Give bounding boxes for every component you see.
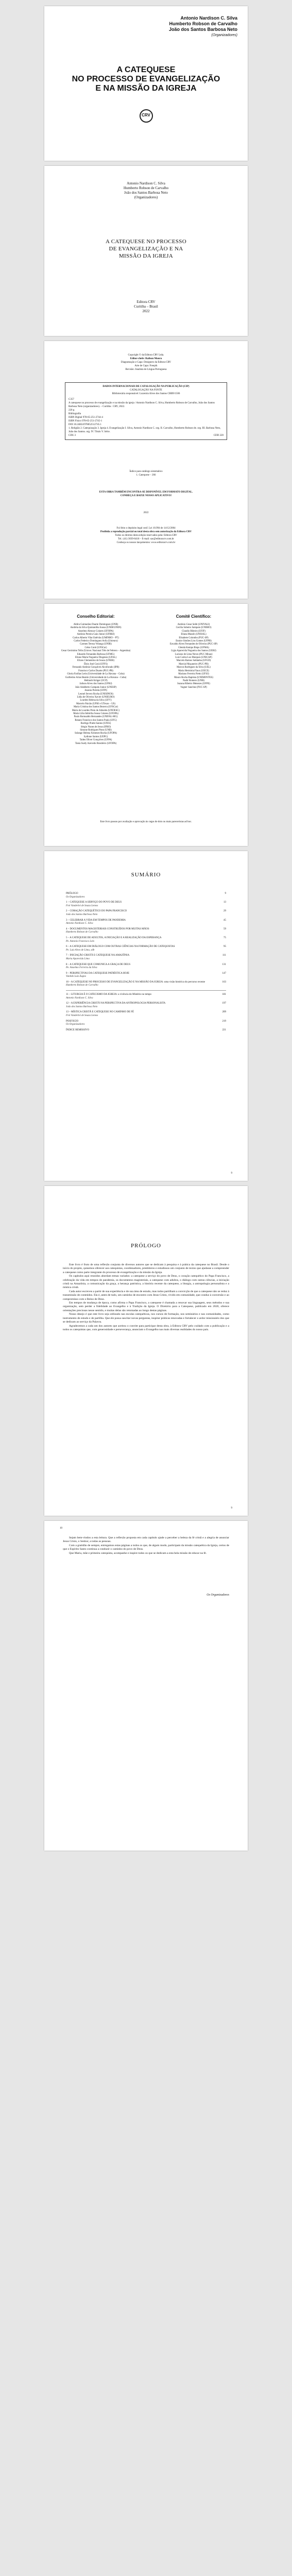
- toc-entry[interactable]: [66, 1020, 226, 1027]
- prologue-paragraph: Cada autor escreveu a partir de sua experiência e de sua área de estudo, mas todos partilham a convicção de que a catequese não se reduz à transmissão de conteúdos. Ela é, antes de tudo, um caminho de encontro com Jesus Cristo, vivido em comunidade, que conduz à conversão e ao compromisso com o Reino de Deus.: [63, 1290, 229, 1301]
- toc-entry[interactable]: [66, 963, 226, 970]
- board-member: Helmuth Krüger (UCP): [84, 679, 108, 682]
- cip-line: A catequese no processo de evangelização e na missão da igreja / Antonio Nardison C. Silva, Humberto Robson de Carvalho, João dos Santos Barbosa Neto (organizadores). – Curitiba : CRV, 2022.: [68, 402, 215, 408]
- toc-page-number: 13: [224, 901, 226, 904]
- toc-chapter-author: Antonio Nardison C. Silva: [66, 996, 93, 999]
- board-member: Carmen Tereza Velanga (UNIR): [80, 643, 112, 646]
- committee-member: Eunice Simões Lins Gomes (UFPB): [176, 640, 212, 643]
- prologue-paragraph: Os capítulos aqui reunidos abordam temas variados: a catequese a serviço do povo de Deus, o coração catequético do Papa Francisco, a celebração da vida em tempos de pandemia, os documentos magisteriais, a catequese com adultos, o diálogo com outras ciências, a iniciação cristã na Amazônia, a comunicação da graça, a herança patrística, a história recente da catequese, a liturgia, a antropologia personalista e a mística cristã.: [63, 1275, 229, 1290]
- board-member: Gloria Fariñas León (Universidade de La Havana – Cuba): [67, 673, 125, 676]
- cip-line: ISBN Digital 978-65-251-2744-4: [68, 416, 103, 419]
- committee-member: Luiz Carlos Luz Marques (UNICAP): [175, 656, 212, 659]
- cover-title-line: E NA MISSÃO DA IGREJA: [95, 84, 197, 93]
- toc-chapter-title: 7 – INICIAÇÃO CRISTÃ E CATEQUESE NA AMAZÔNIA: [66, 954, 130, 957]
- toc-page-number: 221: [222, 1028, 226, 1031]
- toc-chapter-title: PRÓLOGO: [66, 892, 78, 895]
- toc-chapter-title: 11 – LITURGIA É O CATECISMO DA IGREJA: a vivência do Mistério no tempo: [66, 993, 152, 996]
- cip-line: Bibliografia: [68, 413, 81, 415]
- toc-chapter-title: 3 – CELEBRAR A VIDA EM TEMPOS DE PANDEMIA: [66, 919, 126, 922]
- board-member: Guillermo Arias Beatón (Universidade de La Havana – Cuba): [65, 676, 127, 679]
- publisher-year: 2022: [142, 309, 150, 313]
- prologue-text: [63, 1263, 229, 1332]
- committee-member: Elisabete Colombo (PUC-SP): [179, 636, 209, 639]
- legal-line: Foi feito o depósito legal conf. Lei 10.994 de 14/12/2004: [116, 527, 176, 530]
- toc-chapter-title: 6 – A CATEQUESE EM DIÁLOGO COM OUTRAS CIÊNCIAS NA FORMAÇÃO DE CATEQUISTAS: [66, 945, 175, 948]
- scientific-committee-title: Comitê Científico:: [176, 614, 212, 619]
- toc-chapter-title: 1 – CATEQUESE A SERVIÇO DO POVO DE DEUS: [66, 901, 122, 904]
- board-member: Tania Suely Azevedo Brasileiro (UFOPA): [75, 742, 117, 745]
- toc-entry[interactable]: [66, 901, 226, 908]
- cover-page: [44, 6, 248, 161]
- continuation-paragraph: Com a gratidão de sempre, entregamos estas páginas a todos os que, de algum modo, participam da missão catequética da Igreja, certos de que o Espírito Santo continua a conduzir o caminho do povo de Deus.: [63, 1544, 229, 1551]
- cover-title-line: A CATEQUESE: [116, 65, 176, 74]
- committee-member: Glenda Kempa Bispo (UFMA): [178, 646, 209, 649]
- title-page: [44, 166, 248, 336]
- board-member: Renato Francisco dos Santos Paula (UFG): [75, 719, 117, 722]
- board-member: Maria Lília Imbiriba Sousa Colares (UFOPA): [73, 712, 118, 715]
- cover-organizers: (Organizadores): [211, 33, 237, 37]
- index-title: Índice para catálogo sistemático: [129, 470, 163, 473]
- toc-entry[interactable]: [66, 1029, 226, 1032]
- toc-chapter-author: Pe. Antonio Francisco Lelo: [66, 940, 95, 943]
- prologue-signature: Os Organizadores: [207, 1594, 229, 1597]
- board-member: Carlos Alberto Vilar Estêvão (UMINHO – PT): [73, 636, 119, 639]
- toc-chapter-title: 4 – DOCUMENTOS MAGISTERIAIS CONSTRUÍDOS POR MUITAS MÃOS: [66, 927, 149, 930]
- toc-page-number: 197: [222, 1002, 226, 1005]
- toc-page-number: 29: [224, 910, 226, 913]
- title-line: MISSÃO DA IGREJA: [118, 253, 174, 259]
- cover-authors: [169, 15, 237, 38]
- prologue-heading: PRÓLOGO: [131, 1243, 161, 1249]
- toc-entry[interactable]: [66, 993, 226, 1000]
- committee-member: Maria Hermínia Fiaux (UECE): [178, 669, 209, 672]
- prologue-paragraph: Nosso desejo é que este livro seja utilizado nas escolas catequéticas, nos cursos de formação, nos seminários e nas comunidades, como instrumento de estudo e de partilha. Que ele possa suscitar novas perguntas, inspirar práticas renovadas e fortalecer o ardor missionário dos que se dedicam ao serviço da Palavra.: [63, 1313, 229, 1324]
- committee-member: Mariano Ferreira Netto (UFSJ): [178, 673, 209, 676]
- toc-entry[interactable]: [66, 945, 226, 952]
- toc-page-number: 9: [225, 892, 226, 895]
- board-member: Francisco Carlos Duarte (PUC-PR): [78, 669, 113, 672]
- board-member: Élsio José Corá (UFFS): [84, 663, 108, 666]
- toc-divider: [66, 990, 226, 991]
- toc-page-number: 163: [222, 980, 226, 984]
- board-member: Anselmo Alencar Colares (UFOPA): [78, 630, 114, 633]
- publisher-logo: [44, 109, 248, 123]
- legal-block: [44, 527, 248, 545]
- toc-page-number: 219: [222, 1020, 226, 1023]
- board-member: Carlos Federico Dominguez Avila (Unieuro): [74, 640, 118, 643]
- committee-member: Eliana Massih (UNISAL): [181, 633, 207, 636]
- notice-line: ESTA OBRA TAMBÉM ENCONTRA-SE DISPONÍVEL EM FORMATO DIGITAL.: [99, 491, 193, 494]
- toc-chapter-author: Antonio Nardison C. Silva: [66, 922, 93, 925]
- cover-author: Antonio Nardison C. Silva: [180, 15, 237, 21]
- board-member: Celso Conti (UFSCar): [84, 646, 107, 649]
- prologue-paragraph: Agradecemos a cada um dos autores que aceitou o convite para participar desta obra, à Editora CRV pelo cuidado com a publicação e a todos os catequistas que, com generosidade e perseverança, anunciam o Evangelho nas mais diversas realidades do nosso país.: [63, 1324, 229, 1331]
- toc-chapter-author: Os Organizadores: [66, 1023, 85, 1026]
- peer-review-note: Este livro passou por avaliação e aprovação às cegas de dois ou mais pareceristas ad hoc.: [100, 821, 192, 823]
- prologue-paragraph: Em tempos de mudança de época, como afirma o Papa Francisco, a catequese é chamada a renovar sua linguagem, seus métodos e sua organização, sem perder a fidelidade ao Evangelho e à Tradição da Igreja. O Diretório para a Catequese, publicado em 2020, oferece orientações preciosas nesse sentido, e muitas delas são retomadas ao longo destas páginas.: [63, 1301, 229, 1312]
- board-member: Maria Cristina dos Santos Bezerra (UFSCar): [74, 706, 118, 709]
- board-member: Elizeu Clementino de Souza (UNEB): [77, 659, 114, 663]
- board-member: Jailson Alves dos Santos (UFRJ): [79, 683, 112, 686]
- board-member: Maria de Lourdes Pinto de Almeida (UNOESC): [72, 709, 120, 712]
- toc-chapter-author: Vanildo Luiz Zugno: [66, 975, 87, 978]
- credit-line: Revisão: Analista de Língua Portuguesa: [125, 368, 167, 371]
- cip-title: DADOS INTERNACIONAIS DE CATALOGAÇÃO NA PUBLICAÇÃO (CIP): [102, 385, 190, 388]
- publisher-name: Editora CRV: [136, 300, 156, 304]
- notice-line: CONHEÇA E BAIXE NOSSO APLICATIVO!: [120, 495, 172, 497]
- toc-chapter-author: Maria Aparecida Lima: [66, 957, 90, 960]
- toc-heading: SUMÁRIO: [131, 872, 161, 878]
- toc-entry[interactable]: [66, 1011, 226, 1018]
- cip-cdu: CDU 2: [68, 434, 76, 437]
- digital-notice: [44, 490, 248, 498]
- board-member: Lourdes Helena da Silva (UFV): [80, 699, 112, 702]
- edition-year: 2022: [143, 512, 149, 514]
- board-member: Eduardo Fernandes Barbosa (UFMG): [77, 653, 115, 656]
- logo-text: CRV: [142, 113, 150, 117]
- board-member: Simone Rodrigues Pinto (UNB): [80, 729, 112, 732]
- credit-line: Editor-chefe: Railson Moura: [130, 358, 162, 360]
- page-number: 9: [231, 1507, 232, 1510]
- title-page-title: [44, 238, 248, 260]
- credits-top: [44, 353, 248, 371]
- cip-line: DOI 10.24824/978652512745.1: [68, 423, 102, 426]
- toc-chapter-author: João dos Santos Barbosa Neto: [66, 913, 98, 916]
- toc-chapter-author: Humberto Robson de Carvalho: [66, 931, 98, 934]
- toc-entry[interactable]: [66, 910, 226, 917]
- cover-title-line: NO PROCESSO DE EVANGELIZAÇÃO: [72, 75, 220, 83]
- cip-line: 1. Religião 2. Catequização 3. Igreja 4. Evangelização I. Silva, Antonio Nardison C. org. II. Carvalho, Humberto Robson de. org. III. Barbosa Neto, João dos Santos. org. IV. Título V. Série.: [68, 427, 221, 433]
- page-number: 10: [60, 1527, 62, 1530]
- toc-entry[interactable]: [66, 928, 226, 935]
- board-member: Elione Maria Nogueira Diogenes (UFAL): [75, 656, 117, 659]
- title-author: João dos Santos Barbosa Neto: [124, 191, 168, 195]
- board-member: João Adalberto Campato Junior (UNESP): [75, 686, 117, 689]
- toc-chapter-title: 5 – A CATEQUESE DE ADULTOS, A INICIAÇÃO E A REALIZAÇÃO DA ESPERANÇA: [66, 936, 162, 939]
- toc-page-number: 45: [224, 919, 226, 922]
- toc-entry[interactable]: [66, 972, 226, 979]
- editorial-board-list: [55, 623, 137, 745]
- committee-member: Nadir Romero (UNB): [182, 679, 205, 682]
- title-author: Antonio Nardison C. Silva: [127, 181, 165, 185]
- toc-page-number: 147: [222, 972, 226, 975]
- toc-entry[interactable]: [66, 892, 226, 899]
- legal-line: Conheça os nossos lançamentos: www.editoracrv.com.br: [116, 541, 176, 544]
- committee-member: Claudio Ribeiro (UFJF): [182, 630, 205, 633]
- toc-chapter-title: ÍNDICE REMISSIVO: [66, 1028, 90, 1031]
- toc-page-number: 111: [222, 954, 226, 957]
- committee-member: Euvaldo Alves Fernandes de Oliveira (PUC-SP): [169, 643, 218, 646]
- board-member: Josania Portela (UFPI): [84, 689, 107, 692]
- committee-member: Marcial Maçaneiro (PUC-PR): [179, 663, 209, 666]
- publisher-city: Curitiba – Brasil: [134, 304, 158, 309]
- committee-member: Cecília Sobeiro Sampaio (UNIRIO): [176, 626, 212, 630]
- toc-list: [66, 892, 226, 1034]
- board-member: Lídia de Oliveira Xavier (UNIEURO): [77, 696, 115, 699]
- page-number: 9: [231, 1172, 232, 1175]
- board-member: Sérgio Nunes de Jesus (IFRO): [80, 725, 111, 728]
- toc-chapter-title: 9 – PERSPECTIVAS DA CATEQUESE PATRÍSTICA HOJE: [66, 972, 130, 975]
- toc-chapter-title: 8 – A CATEQUESE QUE COMUNICA A GRAÇA DE DEUS: [66, 963, 131, 966]
- toc-chapter-author: Pe. Luiz Alves de Lima, sdb: [66, 948, 95, 952]
- toc-chapter-author: Pe. Anselmo Ferreira da Silva: [66, 967, 97, 970]
- editorial-board-title: Conselho Editorial:: [77, 614, 115, 619]
- cip-librarian: Bibliotecária responsável: Luzenira Alves dos Santos CRB9/1506: [112, 393, 180, 395]
- cip-line: ISBN Físico 978-65-251-2745-1: [68, 420, 102, 422]
- toc-chapter-author: Os Organizadores: [66, 895, 85, 899]
- committee-member: Lígia Aparecida Nogueira dos Santos (UERJ): [171, 650, 216, 653]
- index-item: 1. Catequese – 266: [136, 474, 156, 477]
- board-member: Marcelo Paixão (UFRJ e UTexas – US): [76, 702, 115, 705]
- prologue-continuation-page: [44, 1521, 248, 1851]
- title-line: A CATEQUESE NO PROCESSO: [106, 239, 186, 245]
- cover-author: Humberto Robson de Carvalho: [169, 21, 237, 26]
- committee-member: Marcos Rodrigues da Silva (UEL): [177, 666, 211, 669]
- legal-line: Todos os direitos desta edição reservados pela: Editora CRV: [115, 534, 177, 537]
- committee-member: Mauro Rocha Baptista (UNIMONTES): [174, 676, 213, 679]
- toc-entry[interactable]: [66, 981, 226, 988]
- toc-page-number: 59: [224, 927, 226, 930]
- cover-author: João dos Santos Barbosa Neto: [168, 27, 237, 32]
- toc-chapter-author: Humberto Robson de Carvalho: [66, 984, 98, 987]
- toc-page-number: 209: [222, 1011, 226, 1014]
- board-member: Antônio Pereira Gaio Júnior (UFRRJ): [77, 633, 115, 636]
- continuation-paragraph: Sejam bem-vindos a esta leitura. Que a reflexão proposta em cada capítulo ajude a perceber a beleza da fé cristã e a alegria de anunciar Jesus Cristo, o Senhor, a todas as pessoas.: [63, 1536, 229, 1544]
- committee-member: Suzana Ribeiro Menezes (UFPE): [177, 683, 210, 686]
- toc-page-number: 181: [222, 993, 226, 996]
- board-member: Leonel Severo Rocha (UNISINOS): [78, 692, 114, 696]
- toc-page-number: 75: [224, 936, 226, 939]
- toc-entry[interactable]: [66, 919, 226, 926]
- title-line: DE EVANGELIZAÇÃO E NA: [109, 246, 183, 252]
- board-member: Andréia da Silva Quintanilha Sousa (UNIR/UFRN): [70, 626, 122, 630]
- credit-line: Copyright © da Editora CRV Ltda.: [128, 354, 164, 357]
- board-member: Solange Helena Ximenes-Rocha (UFOPA): [74, 732, 117, 735]
- board-member: Cesar Gerónimo Tello (Univer. Nacional Três de Febrero – Argentina): [61, 650, 131, 653]
- editorial-board-page: [44, 604, 248, 846]
- legal-line: Proibida a reprodução parcial ou total desta obra sem autorização da Editora CRV: [100, 531, 192, 533]
- toc-chapter-title: 13 – MÍSTICA CRISTÃ E CATEQUESE NO CAMINHO DE FÉ: [66, 1011, 134, 1014]
- toc-chapter-author: João dos Santos Barbosa Neto: [66, 1005, 98, 1008]
- toc-entry[interactable]: [66, 954, 226, 961]
- toc-chapter-title: 10 – A CATEQUESE NO PROCESSO DE EVANGELIZAÇÃO E NA MISSÃO DA IGREJA: uma visão histórica do percurso recente: [66, 980, 205, 984]
- title-page-publisher: [44, 300, 248, 314]
- toc-chapter-author: Frei Vanderlei de Souza Lemos: [66, 1014, 98, 1018]
- toc-chapter-title: 12 – A EXPERIÊNCIA CRISTÃ NA PERSPECTIVA DA ANTROPOLOGIA PERSONALISTA: [66, 1002, 166, 1005]
- cip-line: 220 p.: [68, 409, 75, 412]
- toc-chapter-title: POSFÁCIO: [66, 1020, 79, 1023]
- prologue-paragraph: Este livro é fruto de uma reflexão conjunta de diversos autores que se dedicam à pesquisa e à prática da catequese no Brasil. Desde o início do projeto, quisemos oferecer aos catequistas, coordenadores, presbíteros e estudiosos um conjunto de textos que ajudasse a compreender a catequese como parte integrante do processo de evangelização e da missão da Igreja.: [63, 1263, 229, 1274]
- cip-box: [65, 382, 227, 440]
- credit-line: Arte de Capa: Freepik: [134, 365, 158, 367]
- title-author: Humberto Robson de Carvalho: [123, 186, 169, 190]
- committee-member: Luciano de Lima Neves (PUC Minas): [175, 653, 213, 656]
- prologue-continuation-text: [63, 1536, 229, 1555]
- credit-line: Diagramação e Capa: Designers da Editora CRV: [121, 361, 171, 364]
- toc-entry[interactable]: [66, 937, 226, 943]
- table-of-contents-page: [44, 851, 248, 1181]
- prologue-page: [44, 1186, 248, 1516]
- committee-member: Marcelo Ramos Saldanha (UFGD): [176, 659, 211, 663]
- toc-chapter-title: 2 – CORAÇÃO CATEQUÉTICO DO PAPA FRANCISCO: [66, 910, 127, 913]
- toc-page-number: 131: [222, 963, 226, 966]
- legal-line: Tel.: (41) 3039-6418 – E-mail: sac@editoracrv.com.br: [118, 538, 174, 540]
- scientific-committee-list: [152, 623, 235, 689]
- committee-member: Antônio Cesar Seibt (UNIVALI): [177, 623, 210, 626]
- cover-title: [44, 65, 248, 93]
- board-member: Fernando Antônio Gonçalves Alcoforado (IPB): [72, 666, 119, 669]
- board-member: Tadeu Oliver Gonçalves (UFPA): [79, 739, 112, 742]
- catalog-index: [44, 470, 248, 477]
- toc-entry[interactable]: [66, 1002, 226, 1009]
- committee-member: Vagner Sanchez (PUC-SP): [180, 686, 207, 689]
- board-member: Rodrigo Pratte-Santos (UFES): [80, 722, 111, 725]
- board-member: Aldira Guimarães Duarte Domínguez (UNB): [73, 623, 118, 626]
- title-page-authors: [44, 181, 248, 200]
- cip-cdd: CDD 220: [213, 434, 224, 437]
- board-member: Sydione Santos (UEPG): [83, 735, 108, 738]
- credits-page: [44, 341, 248, 599]
- continuation-paragraph: Que Maria, mãe e primeira catequista, acompanhe e inspire todos os que se dedicam a esta bela missão de educar na fé.: [69, 1551, 207, 1555]
- cip-line: C357: [68, 398, 74, 401]
- toc-page-number: 95: [224, 945, 226, 948]
- toc-chapter-author: Frei Vanderlei de Souza Lemos: [66, 904, 98, 907]
- board-member: Paulo Romualdo Hernandes (UNIFAL-MG): [74, 716, 118, 719]
- title-organizers: (Organizadores): [134, 195, 158, 199]
- cip-subtitle: CATALOGAÇÃO NA FONTE: [130, 389, 162, 392]
